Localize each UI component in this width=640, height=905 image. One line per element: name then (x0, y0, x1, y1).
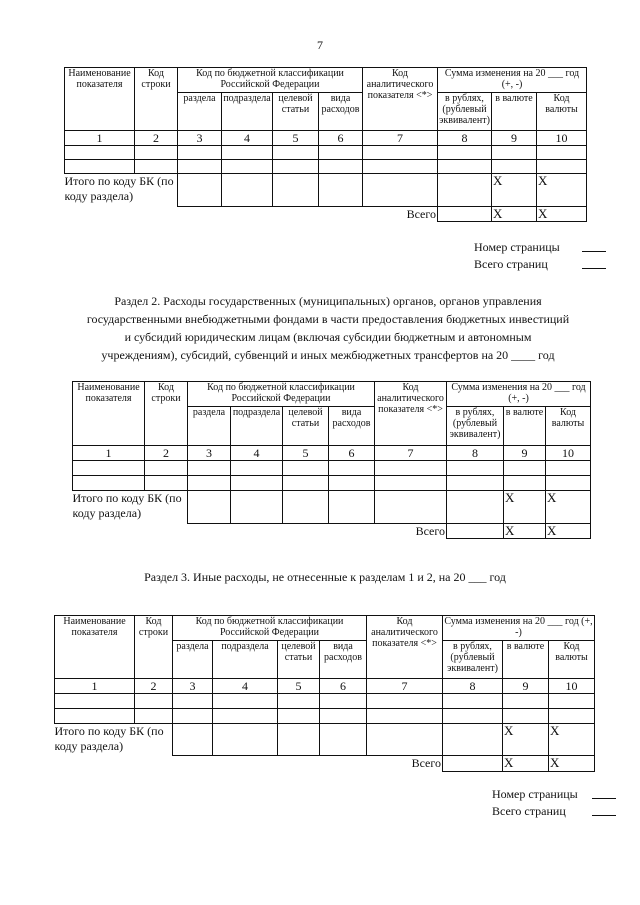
total-row (55, 724, 595, 756)
header-naimenovanie: Наименование показателя (65, 68, 135, 131)
header-vida: вида расходов (320, 641, 367, 679)
header-razdela: раздела (188, 407, 231, 446)
header-podrazdela: подраздела (213, 641, 278, 679)
table-row (73, 461, 591, 476)
vsego-row (65, 207, 587, 222)
col-num-5: 5 (278, 679, 320, 694)
header-v-valyute: в валюте (504, 407, 546, 446)
header-kod-analit: Код аналитического показателя <*> (363, 68, 438, 131)
page-number-label: Номер страницы (474, 240, 560, 254)
col-num-6: 6 (319, 131, 363, 146)
total-label: Итого по коду БК (по коду раздела) (73, 491, 188, 524)
budget-table-section1 (64, 67, 587, 222)
header-kbk-group: Код по бюджетной классификации Российской Федерации (173, 616, 367, 641)
header-v-rublyah: в рублях, (рублевый эквивалент) (447, 407, 504, 446)
col-num-10: 10 (546, 446, 591, 461)
x-mark: X (546, 524, 591, 539)
header-kod-analit: Код аналитического показателя <*> (367, 616, 443, 679)
total-label: Итого по коду БК (по коду раздела) (65, 174, 178, 207)
section2-title: Раздел 2. Расходы государственных (муниципальных) органов, органов управления государственными внебюджетными фондами в части предоставления бюджетных инвестиций и субсидий юридическим лицам (включая субсидии бюджетным и автономным учреждениям), субсидий, субвенций и иных межбюджетных трансфертов на 20 ____ год (86, 294, 570, 362)
signoff-1 (474, 239, 606, 273)
header-vida: вида расходов (319, 93, 363, 131)
header-kod-stroki: Код строки (135, 68, 178, 131)
x-mark: X (492, 207, 537, 222)
header-kod-analit: Код аналитического показателя <*> (375, 382, 447, 446)
header-tselevoi: целевой статьи (283, 407, 329, 446)
header-kod-valyuty: Код валюты (537, 93, 587, 131)
col-num-1: 1 (55, 679, 135, 694)
col-num-2: 2 (145, 446, 188, 461)
table-row (73, 476, 591, 491)
total-pages-label: Всего страниц (492, 804, 566, 818)
header-tselevoi: целевой статьи (278, 641, 320, 679)
total-label: Итого по коду БК (по коду раздела) (55, 724, 173, 756)
total-row (65, 174, 587, 207)
col-num-9: 9 (492, 131, 537, 146)
header-vida: вида расходов (329, 407, 375, 446)
header-v-rublyah: в рублях, (рублевый эквивалент) (438, 93, 492, 131)
header-naimenovanie: Наименование показателя (73, 382, 145, 446)
col-num-1: 1 (73, 446, 145, 461)
col-num-2: 2 (135, 679, 173, 694)
col-num-2: 2 (135, 131, 178, 146)
vsego-label: Всего (411, 756, 441, 771)
section3-title: Раздел 3. Иные расходы, не отнесенные к разделам 1 и 2, на 20 ___ год (144, 570, 506, 584)
col-num-8: 8 (443, 679, 503, 694)
header-naimenovanie: Наименование показателя (55, 616, 135, 679)
header-v-rublyah: в рублях, (рублевый эквивалент) (443, 641, 503, 679)
header-v-valyute: в валюте (492, 93, 537, 131)
total-pages-blank[interactable] (582, 256, 606, 269)
table-row (65, 146, 587, 160)
col-num-6: 6 (320, 679, 367, 694)
signoff-2 (492, 786, 616, 820)
col-num-4: 4 (231, 446, 283, 461)
page-number-label: Номер страницы (492, 787, 578, 801)
vsego-row (55, 756, 595, 772)
col-num-10: 10 (549, 679, 595, 694)
header-summa-group: Сумма изменения на 20 ___ год (+, -) (447, 382, 591, 407)
budget-table-section3 (54, 615, 595, 772)
x-mark: X (537, 207, 587, 222)
x-mark: X (549, 756, 595, 772)
col-num-9: 9 (504, 446, 546, 461)
col-num-6: 6 (329, 446, 375, 461)
header-razdela: раздела (173, 641, 213, 679)
page-number-blank[interactable] (582, 239, 606, 252)
header-summa-group: Сумма изменения на 20 ___ год (+, -) (443, 616, 595, 641)
col-num-5: 5 (273, 131, 319, 146)
table-row (65, 160, 587, 174)
vsego-label: Всего (415, 523, 445, 538)
x-mark: X (503, 724, 549, 756)
col-num-3: 3 (173, 679, 213, 694)
header-summa-group: Сумма изменения на 20 ___ год (+, -) (438, 68, 587, 93)
header-kod-valyuty: Код валюты (549, 641, 595, 679)
x-mark: X (537, 174, 587, 207)
col-num-3: 3 (188, 446, 231, 461)
x-mark: X (503, 756, 549, 772)
page-number-blank[interactable] (592, 786, 616, 799)
page-number: 7 (317, 38, 323, 52)
x-mark: X (504, 491, 546, 524)
header-podrazdela: подраздела (222, 93, 273, 131)
header-v-valyute: в валюте (503, 641, 549, 679)
total-pages-label: Всего страниц (474, 257, 548, 271)
col-num-4: 4 (222, 131, 273, 146)
col-num-8: 8 (447, 446, 504, 461)
col-num-7: 7 (367, 679, 443, 694)
x-mark: X (492, 174, 537, 207)
table-row (55, 709, 595, 724)
header-kbk-group: Код по бюджетной классификации Российской Федерации (178, 68, 363, 93)
vsego-row (73, 524, 591, 539)
col-num-1: 1 (65, 131, 135, 146)
header-razdela: раздела (178, 93, 222, 131)
col-num-9: 9 (503, 679, 549, 694)
header-kbk-group: Код по бюджетной классификации Российской Федерации (188, 382, 375, 407)
x-mark: X (549, 724, 595, 756)
x-mark: X (504, 524, 546, 539)
col-num-3: 3 (178, 131, 222, 146)
col-num-5: 5 (283, 446, 329, 461)
total-row (73, 491, 591, 524)
col-num-4: 4 (213, 679, 278, 694)
total-pages-blank[interactable] (592, 803, 616, 816)
x-mark: X (546, 491, 591, 524)
header-kod-stroki: Код строки (145, 382, 188, 446)
col-num-10: 10 (537, 131, 587, 146)
vsego-label: Всего (406, 206, 436, 221)
header-kod-valyuty: Код валюты (546, 407, 591, 446)
header-kod-stroki: Код строки (135, 616, 173, 679)
col-num-7: 7 (375, 446, 447, 461)
col-num-7: 7 (363, 131, 438, 146)
col-num-8: 8 (438, 131, 492, 146)
budget-table-section2 (72, 381, 591, 539)
table-row (55, 694, 595, 709)
header-podrazdela: подраздела (231, 407, 283, 446)
header-tselevoi: целевой статьи (273, 93, 319, 131)
